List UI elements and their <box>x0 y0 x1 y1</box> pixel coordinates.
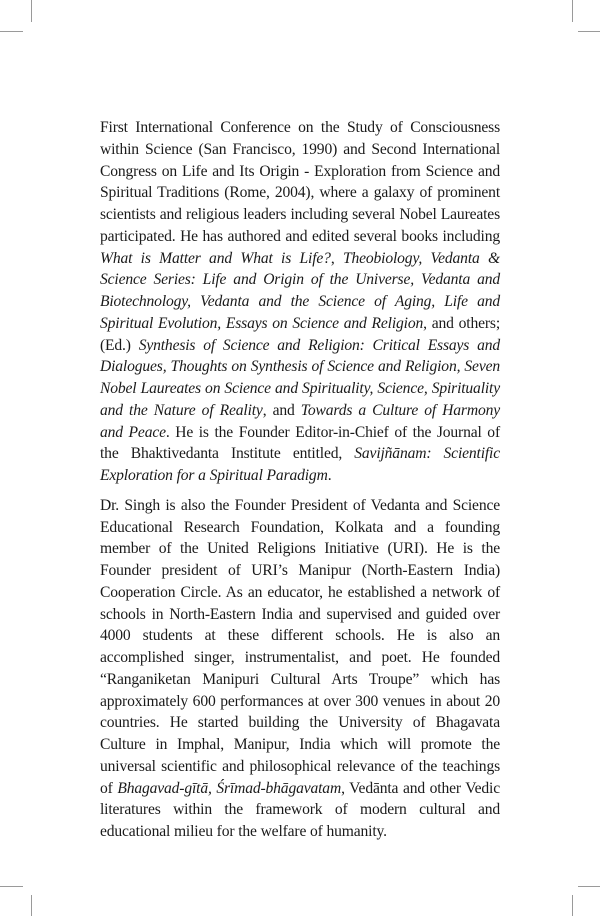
crop-mark-top-left-horizontal <box>0 31 23 32</box>
crop-mark-top-left-vertical <box>31 0 32 22</box>
page-text-block <box>100 117 500 843</box>
crop-mark-top-right-vertical <box>572 0 573 22</box>
crop-mark-bottom-left-vertical <box>31 895 32 916</box>
crop-mark-bottom-left-horizontal <box>0 886 23 887</box>
crop-mark-top-right-horizontal <box>578 31 600 32</box>
paragraph-foundations-and-education: Dr. Singh is also the Founder President of Vedanta and Science Educational Research Foundation, Kolkata and a founding member of the United Religions Initiative (URI). He is the Founder president of URI’s Manipur (North-Eastern India) Cooperation Circle. As an educator, he established a network of schools in North-Eastern India and supervised and guided over 4000 students at these different schools. He is also an accomplished singer, instrumentalist, and poet. He founded “Ranganiketan Manipuri Cultural Arts Troupe” which has approximately 600 performances at over 300 venues in about 20 countries. He started building the University of Bhagavata Culture in Imphal, Manipur, India which will promote the universal scientific and philosophical relevance of the teachings of Bhagavad-gītā, Śrīmad-bhāgavatam, Vedānta and other Vedic literatures within the framework of modern cultural and educational milieu for the welfare of humanity. <box>100 496 500 840</box>
crop-mark-bottom-right-vertical <box>572 895 573 916</box>
crop-mark-bottom-right-horizontal <box>578 886 600 887</box>
paragraph-conferences-and-books: First International Conference on the Study of Consciousness within Science (San Francisco, 1990) and Second International Congress on Life and Its Origin - Exploration from Science and Spiritual Traditions (Rome, 2004), where a galaxy of prominent scientists and religious leaders including several Nobel Laureates participated. He has authored and edited several books including What is Matter and What is Life?, Theobiology, Vedanta & Science Series: Life and Origin of the Universe, Vedanta and Biotechnology, Vedanta and the Science of Aging, Life and Spiritual Evolution, Essays on Science and Religion, and others; (Ed.) Synthesis of Science and Religion: Critical Essays and Dialogues, Thoughts on Synthesis of Science and Religion, Seven Nobel Laureates on Science and Spirituality, Science, Spirituality and the Nature of Reality, and Towards a Culture of Harmony and Peace. He is the Founder Editor-in-Chief of the Journal of the Bhaktivedanta Institute entitled, Savijñānam: Scientific Exploration for a Spiritual Paradigm. <box>100 119 500 484</box>
